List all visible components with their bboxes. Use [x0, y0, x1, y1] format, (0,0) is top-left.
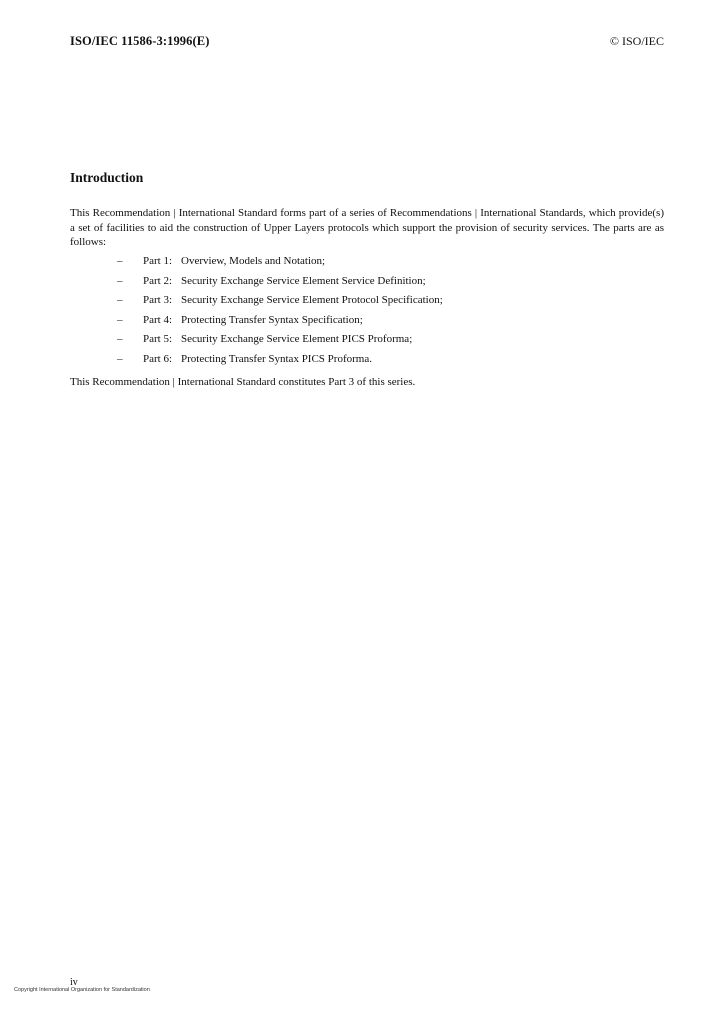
part-number: Part 4: [143, 313, 173, 326]
list-item [70, 293, 664, 313]
closing-paragraph: This Recommendation | International Standard constitutes Part 3 of this series. [70, 376, 416, 388]
part-description: Security Exchange Service Element PICS Proforma; [181, 333, 413, 346]
page-number: iv [70, 977, 78, 988]
list-dash: – [117, 255, 123, 267]
parts-list [70, 254, 664, 372]
list-item [70, 274, 664, 294]
list-dash: – [117, 274, 123, 287]
list-dash: – [117, 313, 123, 326]
copyright-notice: Copyright International Organization for Standardization [14, 987, 150, 993]
part-number: Part 1: [143, 255, 173, 267]
part-description: Protecting Transfer Syntax PICS Proforma. [181, 352, 372, 365]
list-dash: – [117, 352, 123, 365]
list-dash: – [117, 333, 123, 346]
intro-paragraph: This Recommendation | International Standard forms part of a series of Recommendations | International Standards, which provide(s) a set of facilities to aid the construction of Upper Layers protocols which support the provision of security services. The parts are as follows: [70, 207, 664, 248]
part-number: Part 5: [143, 333, 173, 346]
list-dash: – [117, 294, 123, 307]
part-number: Part 6: [143, 352, 173, 365]
document-id-header: ISO/IEC 11586-3:1996(E) [70, 34, 210, 48]
part-description: Security Exchange Service Element Service Definition; [181, 274, 426, 287]
list-item [70, 254, 664, 274]
part-description: Security Exchange Service Element Protocol Specification; [181, 294, 443, 307]
part-number: Part 3: [143, 294, 173, 307]
list-item [70, 352, 664, 372]
part-description: Protecting Transfer Syntax Specification; [181, 313, 363, 326]
part-number: Part 2: [143, 274, 173, 287]
copyright-header: © ISO/IEC [609, 34, 664, 48]
part-description: Overview, Models and Notation; [181, 255, 326, 267]
list-item [70, 313, 664, 333]
section-title: Introduction [70, 170, 144, 185]
list-item [70, 332, 664, 352]
